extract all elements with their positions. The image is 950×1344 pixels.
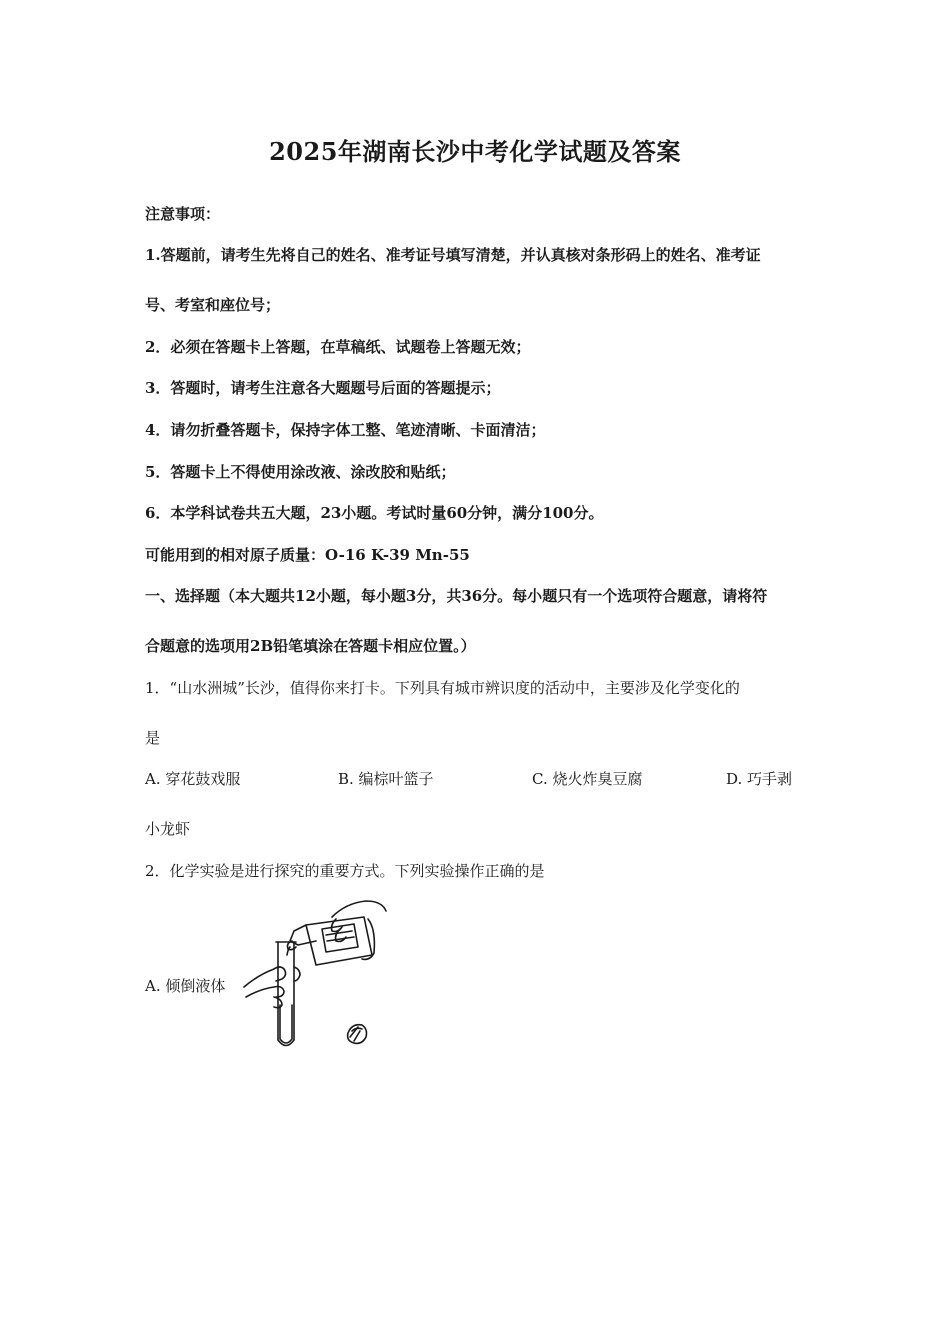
note-6: 6．本学科试卷共五大题，23小题。考试时量60分钟，满分100分。 bbox=[145, 504, 604, 522]
section-1-heading-cont: 合题意的选项用2B铅笔填涂在答题卡相应位置。） bbox=[145, 637, 476, 655]
atomic-mass-line: 可能用到的相对原子质量：O-16 K-39 Mn-55 bbox=[145, 546, 470, 564]
q1-option-b: B. 编棕叶篮子 bbox=[338, 770, 434, 788]
question-1-stem-cont: 是 bbox=[145, 729, 161, 747]
q2-option-a: A. 倾倒液体 bbox=[145, 977, 226, 995]
pouring-liquid-icon bbox=[236, 895, 396, 1055]
note-1b: 号、考室和座位号； bbox=[145, 296, 281, 314]
note-3: 3．答题时，请考生注意各大题题号后面的答题提示； bbox=[145, 379, 501, 397]
note-4: 4．请勿折叠答题卡，保持字体工整、笔迹清晰、卡面清洁； bbox=[145, 421, 546, 439]
q1-option-a: A. 穿花鼓戏服 bbox=[145, 770, 241, 788]
q1-option-d-cont: 小龙虾 bbox=[145, 820, 191, 838]
question-1-stem: 1．“山水洲城”长沙，值得你来打卡。下列具有城市辨识度的活动中，主要涉及化学变化的 bbox=[145, 679, 740, 697]
note-5: 5．答题卡上不得使用涂改液、涂改胶和贴纸； bbox=[145, 463, 456, 481]
section-1-heading: 一、选择题（本大题共12小题，每小题3分，共36分。每小题只有一个选项符合题意，请将符 bbox=[145, 587, 768, 605]
question-2-stem: 2．化学实验是进行探究的重要方式。下列实验操作正确的是 bbox=[145, 862, 545, 880]
note-2: 2．必须在答题卡上答题，在草稿纸、试题卷上答题无效； bbox=[145, 338, 531, 356]
page-title: 2025年湖南长沙中考化学试题及答案 bbox=[269, 137, 681, 166]
q1-option-c: C. 烧火炸臭豆腐 bbox=[532, 770, 643, 788]
q1-option-d: D. 巧手剥 bbox=[726, 770, 793, 788]
note-1a: 1.答题前，请考生先将自己的姓名、准考证号填写清楚，并认真核对条形码上的姓名、准考证 bbox=[145, 246, 761, 264]
notes-heading: 注意事项： bbox=[145, 205, 221, 223]
